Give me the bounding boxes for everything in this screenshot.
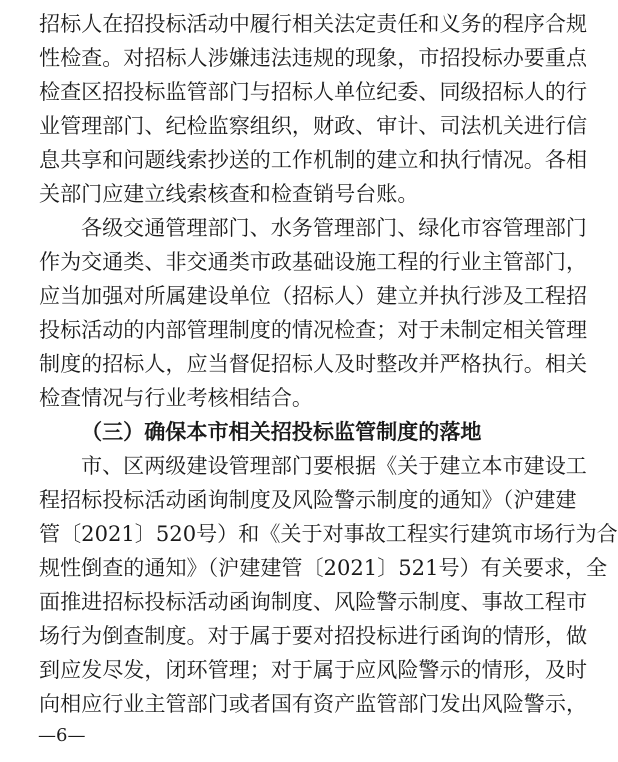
body-line: 规性倒查的通知》（沪建建管〔2021〕521号）有关要求，全 <box>39 555 608 580</box>
paragraph-first-line: 各级交通管理部门、水务管理部门、绿化市容管理部门 <box>81 215 587 240</box>
body-line: 应当加强对所属建设单位（招标人）建立并执行涉及工程招 <box>39 283 588 308</box>
body-line: 到应发尽发，闭环管理；对于属于应风险警示的情形，及时 <box>39 657 588 682</box>
body-line: 息共享和问题线索抄送的工作机制的建立和执行情况。各相 <box>39 147 588 172</box>
body-line: 管〔2021〕520号）和《关于对事故工程实行建筑市场行为合 <box>39 521 618 546</box>
body-line: 检查区招投标监管部门与招标人单位纪委、同级招标人的行 <box>39 79 588 104</box>
body-line: 程招标投标活动函询制度及风险警示制度的通知》（沪建建 <box>39 487 577 512</box>
body-line: 投标活动的内部管理制度的情况检查；对于未制定相关管理 <box>39 317 588 342</box>
body-line: 招标人在招投标活动中履行相关法定责任和义务的程序合规 <box>39 11 588 36</box>
body-line: 关部门应建立线索核查和检查销号台账。 <box>39 181 419 206</box>
body-line: 检查情况与行业考核相结合。 <box>39 385 314 410</box>
body-line: 性检查。对招标人涉嫌违法违规的现象，市招投标办要重点 <box>39 45 588 70</box>
paragraph-first-line: 市、区两级建设管理部门要根据《关于建立本市建设工 <box>81 453 587 478</box>
body-line: 作为交通类、非交通类市政基础设施工程的行业主管部门， <box>39 249 588 274</box>
body-line: 面推进招标投标活动函询制度、风险警示制度、事故工程市 <box>39 589 588 614</box>
page-number: —6— <box>38 725 86 746</box>
body-line: 业管理部门、纪检监察组织，财政、审计、司法机关进行信 <box>39 113 588 138</box>
body-line: 场行为倒查制度。对于属于要对招投标进行函询的情形，做 <box>39 623 588 648</box>
section-heading: （三）确保本市相关招投标监管制度的落地 <box>81 419 482 444</box>
body-line: 向相应行业主管部门或者国有资产监管部门发出风险警示， <box>39 691 588 716</box>
body-line: 制度的招标人，应当督促招标人及时整改并严格执行。相关 <box>39 351 588 376</box>
